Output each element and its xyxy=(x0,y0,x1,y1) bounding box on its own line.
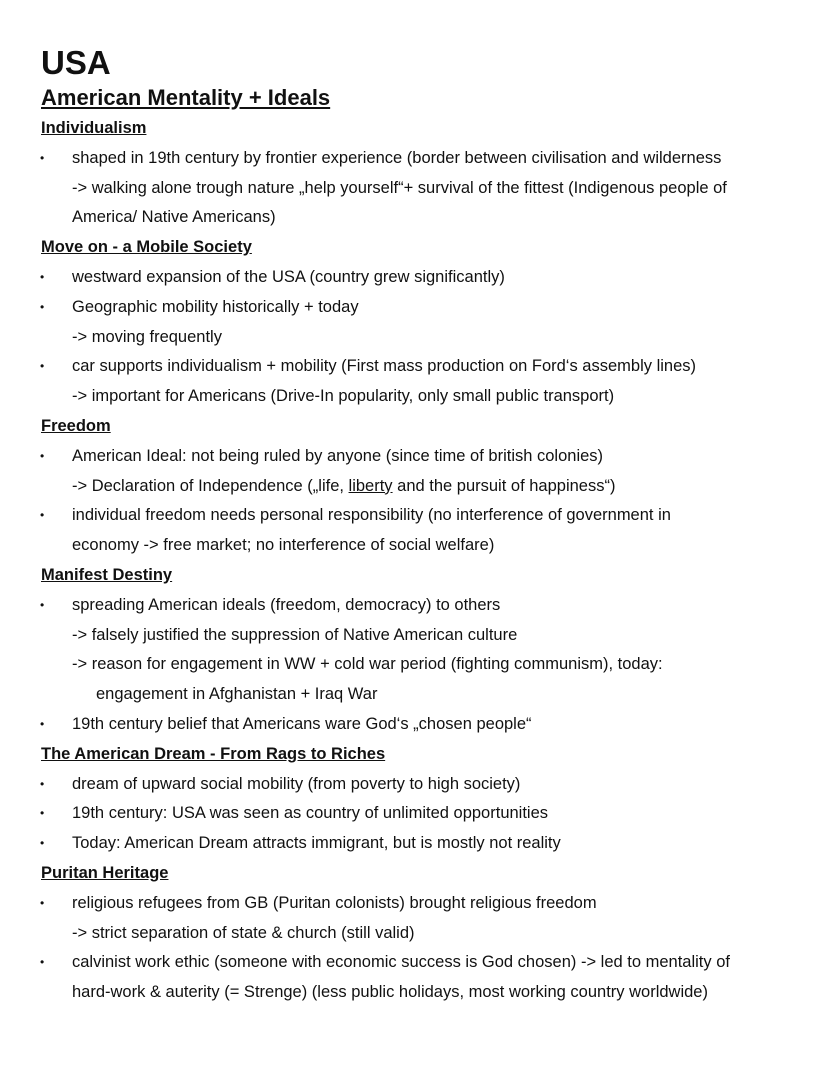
bullet-item xyxy=(0,293,828,323)
continuation-line xyxy=(0,203,828,233)
line-text: dream of upward social mobility (from poverty to high society) xyxy=(72,774,521,793)
continuation-line xyxy=(0,621,828,651)
bullet-icon: • xyxy=(40,955,45,970)
bullet-item xyxy=(0,442,828,472)
line-text: spreading American ideals (freedom, democracy) to others xyxy=(72,595,501,614)
bullet-icon: • xyxy=(40,448,45,463)
line-text: 19th century: USA was seen as country of unlimited opportunities xyxy=(72,804,549,823)
bullet-icon: • xyxy=(40,836,45,851)
line-text: engagement in Afghanistan + Iraq War xyxy=(96,685,378,704)
bullet-icon: • xyxy=(40,269,45,284)
line-text: car supports individualism + mobility (First mass production on Ford‘s assembly lines) xyxy=(72,357,697,376)
bullet-item xyxy=(0,770,828,800)
bullet-icon: • xyxy=(40,508,45,523)
line-text: Today: American Dream attracts immigrant, but is mostly not reality xyxy=(72,834,561,853)
bullet-item xyxy=(0,263,828,293)
continuation-line xyxy=(0,919,828,949)
line-text: westward expansion of the USA (country grew significantly) xyxy=(72,267,505,286)
line-text: -> reason for engagement in WW + cold war period (fighting communism), today: xyxy=(72,655,663,674)
line-text: hard-work & auterity (= Strenge) (less public holidays, most working country worldwide) xyxy=(72,983,708,1002)
line-text: individual freedom needs personal responsibility (no interference of government in xyxy=(72,506,671,525)
line-text: -> important for Americans (Drive-In popularity, only small public transport) xyxy=(72,387,615,406)
bullet-icon: • xyxy=(40,359,45,374)
line-text: Geographic mobility historically + today xyxy=(72,297,359,316)
document-subtitle: American Mentality + Ideals xyxy=(41,85,331,110)
line-text: -> walking alone trough nature „help yourself“+ survival of the fittest (Indigenous people of xyxy=(72,178,727,197)
line-text: shaped in 19th century by frontier experience (border between civilisation and wilderness xyxy=(72,148,722,167)
bullet-icon: • xyxy=(40,299,45,314)
line-text: calvinist work ethic (someone with economic success is God chosen) -> led to mentality of xyxy=(72,953,730,972)
document-body xyxy=(0,114,828,1008)
section-heading: Puritan Heritage xyxy=(41,863,169,882)
continuation-line xyxy=(0,382,828,412)
section-heading: Move on - a Mobile Society xyxy=(41,238,252,257)
bullet-icon: • xyxy=(40,776,45,791)
line-text: American Ideal: not being ruled by anyone (since time of british colonies) xyxy=(72,446,604,465)
bullet-item xyxy=(0,501,828,531)
section-heading: The American Dream - From Rags to Riches xyxy=(41,744,386,763)
bullet-item xyxy=(0,799,828,829)
document-title: USA xyxy=(41,44,111,81)
continuation-line xyxy=(0,650,828,680)
underlined-word: liberty xyxy=(348,476,393,495)
bullet-item xyxy=(0,829,828,859)
bullet-icon: • xyxy=(40,597,45,612)
bullet-item xyxy=(0,144,828,174)
line-text: religious refugees from GB (Puritan colonists) brought religious freedom xyxy=(72,893,597,912)
section-heading: Freedom xyxy=(41,416,111,435)
bullet-item xyxy=(0,948,828,978)
bullet-icon: • xyxy=(40,806,45,821)
continuation-line xyxy=(0,174,828,204)
bullet-item xyxy=(0,889,828,919)
bullet-item xyxy=(0,591,828,621)
text-segment: and the pursuit of happiness“) xyxy=(392,476,616,495)
continuation-line xyxy=(0,978,828,1008)
line-text: 19th century belief that Americans ware God‘s „chosen people“ xyxy=(72,714,532,733)
continuation-line xyxy=(0,472,828,502)
section-heading: Manifest Destiny xyxy=(41,565,173,584)
line-text: -> falsely justified the suppression of Native American culture xyxy=(72,625,518,644)
bullet-icon: • xyxy=(40,716,45,731)
line-text xyxy=(72,472,615,502)
line-text: -> moving frequently xyxy=(72,327,222,346)
continuation-line xyxy=(0,531,828,561)
continuation-line xyxy=(0,680,828,710)
continuation-line xyxy=(0,323,828,353)
bullet-icon: • xyxy=(40,150,45,165)
line-text: -> strict separation of state & church (still valid) xyxy=(72,923,415,942)
line-text: economy -> free market; no interference of social welfare) xyxy=(72,536,495,555)
line-text: America/ Native Americans) xyxy=(72,208,276,227)
bullet-icon: • xyxy=(40,895,45,910)
text-segment: -> Declaration of Independence („life, xyxy=(72,476,349,495)
bullet-item xyxy=(0,710,828,740)
bullet-item xyxy=(0,352,828,382)
section-heading: Individualism xyxy=(41,119,147,137)
